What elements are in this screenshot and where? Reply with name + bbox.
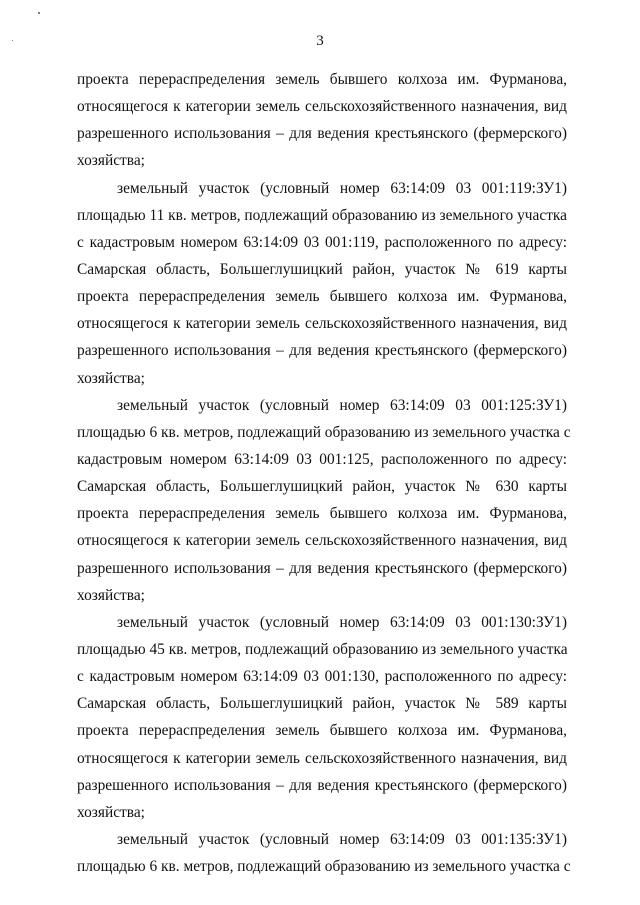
text-line: проекта перераспределения земель бывшего колхоза им. Фурманова,: [77, 505, 567, 523]
text-line: относящегося к категории земель сельскохозяйственного назначения, вид: [77, 532, 567, 550]
text-line: площадью 6 кв. метров, подлежащий образованию из земельного участка с: [77, 858, 571, 876]
text-line: относящегося к категории земель сельскохозяйственного назначения, вид: [77, 98, 567, 116]
text-line: проекта перераспределения земель бывшего колхоза им. Фурманова,: [77, 722, 567, 740]
text-line: Самарская область, Большеглушицкий район, участок № 589 карты: [77, 695, 567, 713]
text-line: хозяйства;: [77, 586, 145, 604]
text-line: с кадастровым номером 63:14:09 03 001:130, расположенного по адресу:: [77, 668, 567, 686]
text-line: разрешенного использования – для ведения крестьянского (фермерского): [77, 342, 567, 360]
text-line: относящегося к категории земель сельскохозяйственного назначения, вид: [77, 749, 567, 767]
paragraph-first-line: земельный участок (условный номер 63:14:09 03 001:135:ЗУ1): [117, 830, 567, 848]
text-line: хозяйства;: [77, 369, 145, 387]
text-line: проекта перераспределения земель бывшего колхоза им. Фурманова,: [77, 288, 567, 306]
text-line: относящегося к категории земель сельскохозяйственного назначения, вид: [77, 315, 567, 333]
text-line: площадью 11 кв. метров, подлежащий образованию из земельного участка: [77, 206, 567, 224]
text-line: хозяйства;: [77, 803, 145, 821]
scan-speck: [38, 12, 40, 14]
text-line: разрешенного использования – для ведения крестьянского (фермерского): [77, 125, 567, 143]
paragraph-first-line: земельный участок (условный номер 63:14:09 03 001:130:ЗУ1): [117, 613, 567, 631]
text-line: площадью 45 кв. метров, подлежащий образованию из земельного участка: [77, 640, 568, 658]
text-line: кадастровым номером 63:14:09 03 001:125, расположенного по адресу:: [77, 450, 567, 468]
text-line: Самарская область, Большеглушицкий район, участок № 630 карты: [77, 478, 567, 496]
page-number: 3: [316, 33, 324, 49]
text-line: проекта перераспределения земель бывшего колхоза им. Фурманова,: [77, 71, 567, 88]
text-line: площадью 6 кв. метров, подлежащий образованию из земельного участка с: [77, 423, 571, 441]
text-line: разрешенного использования – для ведения крестьянского (фермерского): [77, 559, 567, 577]
text-line: хозяйства;: [77, 152, 145, 170]
text-line: с кадастровым номером 63:14:09 03 001:119, расположенного по адресу:: [77, 233, 567, 251]
document-body: [77, 66, 571, 880]
paragraph-first-line: земельный участок (условный номер 63:14:09 03 001:125:ЗУ1): [117, 396, 567, 414]
text-line: Самарская область, Большеглушицкий район, участок № 619 карты: [77, 260, 567, 278]
text-line: разрешенного использования – для ведения крестьянского (фермерского): [77, 776, 567, 794]
paragraph-first-line: земельный участок (условный номер 63:14:09 03 001:119:ЗУ1): [117, 179, 567, 197]
